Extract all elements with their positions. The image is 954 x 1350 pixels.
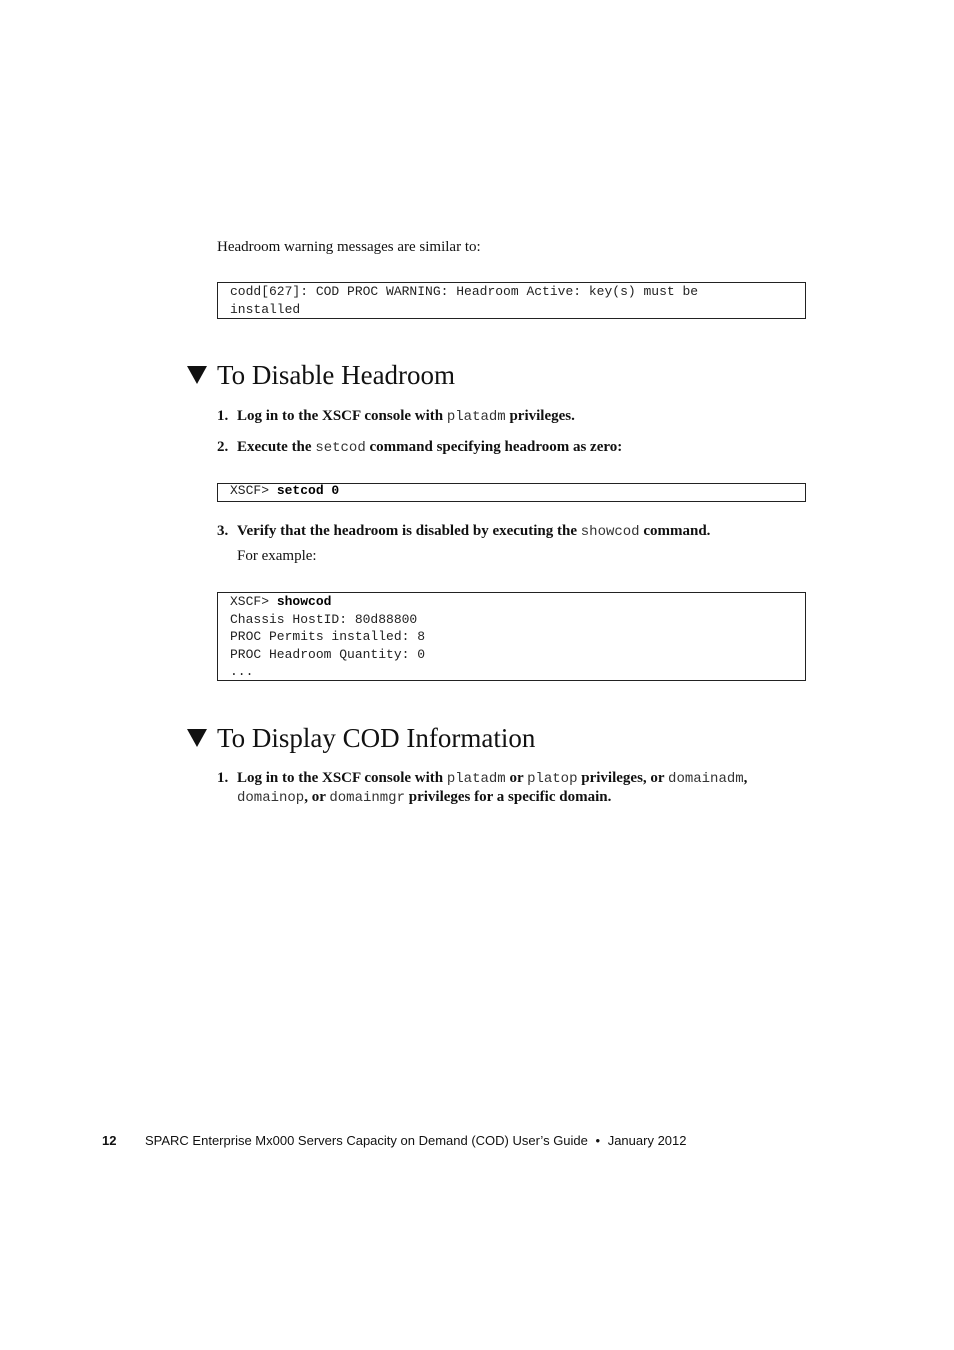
step-text: privileges for a specific domain.	[404, 789, 612, 805]
step-text: Log in to the XSCF console with	[237, 770, 447, 786]
step-text: Execute the	[237, 439, 316, 455]
step-number: 1.	[217, 408, 229, 424]
footer-date: January 2012	[607, 1133, 687, 1148]
section-title: To Display COD Information	[217, 723, 536, 753]
example-label: For example:	[237, 548, 317, 564]
inline-code: setcod	[315, 440, 366, 456]
code-line: ...	[230, 664, 254, 679]
code-line	[230, 593, 805, 611]
intro-text: Headroom warning messages are similar to:	[217, 239, 481, 255]
code-line: Chassis HostID: 80d88800	[230, 611, 418, 627]
inline-code: domainmgr	[329, 790, 405, 806]
code-line: PROC Permits installed: 8	[230, 629, 426, 644]
step-text: command.	[639, 523, 711, 539]
step-text: , or	[304, 789, 330, 805]
step-text: Verify that the headroom is disabled by executing the	[237, 523, 581, 539]
step-number: 1.	[217, 770, 229, 786]
step-text: privileges.	[505, 408, 575, 424]
code-command: setcod 0	[276, 483, 340, 498]
code-line: codd[627]: COD PROC WARNING: Headroom Active: key(s) must be	[230, 284, 699, 299]
triangle-down-icon	[187, 366, 207, 384]
section-title: To Disable Headroom	[217, 360, 456, 390]
warning-code-block	[217, 282, 806, 319]
triangle-down-icon	[187, 729, 207, 747]
step-text: ,	[743, 770, 748, 786]
inline-code: domainop	[237, 790, 305, 806]
step-number: 3.	[217, 523, 229, 539]
step-line	[217, 769, 807, 788]
inline-code: showcod	[580, 524, 640, 540]
footer-text	[145, 1133, 686, 1148]
code-prompt: XSCF>	[230, 483, 277, 498]
step-text: privileges, or	[577, 770, 669, 786]
step-1	[217, 407, 575, 426]
section-heading-disable-headroom	[187, 359, 455, 391]
inline-code: platadm	[446, 409, 506, 425]
section-heading-display-cod	[187, 722, 535, 754]
code-command: showcod	[276, 594, 332, 609]
code-line: installed	[230, 301, 301, 317]
code-line: PROC Headroom Quantity: 0	[230, 646, 426, 662]
showcod-code-block	[217, 592, 806, 681]
inline-code: domainadm	[668, 771, 744, 787]
step-3	[217, 522, 710, 541]
step-2	[217, 438, 622, 457]
step-text: Log in to the XSCF console with	[237, 408, 447, 424]
step-text: or	[505, 770, 528, 786]
inline-code: platadm	[446, 771, 506, 787]
page-number: 12	[102, 1133, 117, 1148]
footer-title: SPARC Enterprise Mx000 Servers Capacity on Demand (COD) User’s Guide	[145, 1133, 588, 1148]
setcod-code-block	[217, 483, 806, 502]
code-prompt: XSCF>	[230, 594, 277, 609]
code-line	[230, 484, 805, 501]
inline-code: platop	[527, 771, 578, 787]
display-step-1	[217, 769, 807, 807]
footer-bullet: •	[595, 1133, 601, 1148]
step-number: 2.	[217, 439, 229, 455]
step-line	[217, 788, 807, 807]
step-text: command specifying headroom as zero:	[365, 439, 623, 455]
intro-paragraph	[217, 238, 481, 256]
